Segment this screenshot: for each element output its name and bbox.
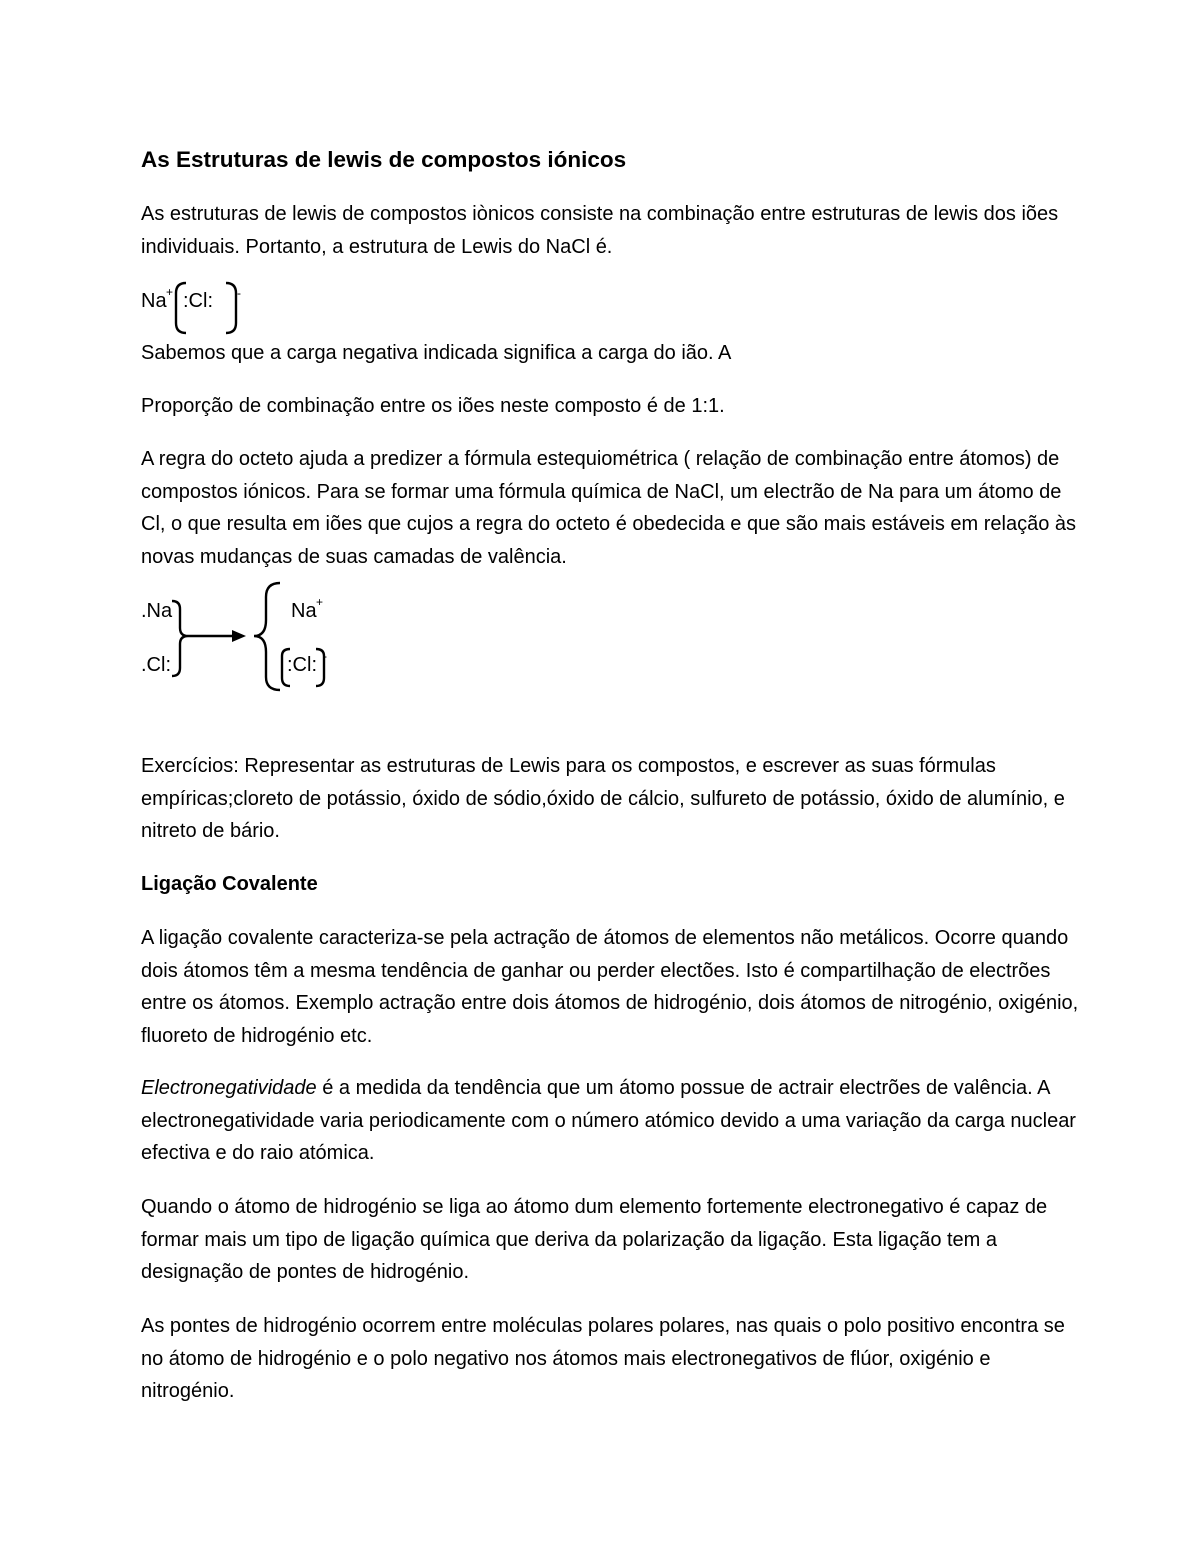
paragraph-electronegativity [141, 1072, 1081, 1170]
product-na: Na [291, 600, 317, 622]
reactant-brace [172, 601, 188, 676]
formula-cl-symbol: :Cl: [183, 290, 213, 312]
paragraph-hydrogen-bond: Quando o átomo de hidrogénio se liga ao átomo dum elemento fortemente electronegativo é capaz de formar mais um tipo de ligação química que deriva da polarização da ligação. Esta ligação tem a designação de pontes de hidrogénio. [141, 1196, 1048, 1284]
paragraph-hydrogen-bridges: As pontes de hidrogénio ocorrem entre moléculas polares polares, nas quais o polo positivo encontra se no átomo de hidrogénio e o polo negativo nos átomos mais electronegativos de flúor, oxigénio e nitrogénio. [141, 1315, 1065, 1403]
formula-cl-charge: - [237, 286, 241, 300]
reactant-cl: .Cl: [141, 654, 171, 676]
document-title: As Estruturas de lewis de compostos iónicos [141, 147, 627, 172]
reaction-arrow-head [232, 630, 246, 642]
heading-covalent-bond: Ligação Covalente [141, 873, 318, 895]
product-cl: :Cl: [287, 654, 317, 676]
electronegativity-definition: é a medida da tendência que um átomo possue de actrair electrões de valência. A electronegatividade varia periodicamente com o número atómico devido a uma variação da carga nuclear efectiva e do raio atómica. [141, 1077, 1076, 1165]
product-brace [254, 583, 280, 690]
paragraph-negative-charge: Sabemos que a carga negativa indicada significa a carga do ião. A [141, 342, 732, 364]
product-cl-charge: - [323, 649, 327, 663]
paragraph-lewis-ionic-intro: As estruturas de lewis de compostos iònicos consiste na combinação entre estruturas de lewis dos iões individuais. Portanto, a estrutura de Lewis do NaCl é. [141, 203, 1059, 258]
product-na-charge: + [316, 595, 324, 609]
formula-na-symbol: Na [141, 290, 167, 312]
formula-na-charge: + [166, 285, 174, 299]
paragraph-covalent-bond: A ligação covalente caracteriza-se pela actração de átomos de elementos não metálicos. Ocorre quando dois átomos têm a mesma tendência de ganhar ou perder electões. Isto é compartilhação de electrões entre os átomos. Exemplo actração entre dois átomos de hidrogénio, dois átomos de nitrogénio, oxigénio, fluoreto de hidrogénio etc. [141, 927, 1079, 1047]
paragraph-octet-rule: A regra do octeto ajuda a predizer a fórmula estequiométrica ( relação de combinação entre átomos) de compostos iónicos. Para se formar uma fórmula química de NaCl, um electrão de Na para um átomo de Cl, o que resulta em iões que cujos a regra do octeto é obedecida e que são mais estáveis em relação às novas mudanças de suas camadas de valência. [141, 448, 1076, 568]
reactant-na: .Na [141, 600, 173, 622]
paragraph-exercises: Exercícios: Representar as estruturas de Lewis para os compostos, e escrever as suas fórmulas empíricas;cloreto de potássio, óxido de sódio,óxido de cálcio, sulfureto de potássio, óxido de alumínio, e nitreto de bário. [141, 755, 1065, 843]
paragraph-proportion: Proporção de combinação entre os iões neste composto é de 1:1. [141, 395, 725, 417]
term-electronegativity: Electronegatividade [141, 1077, 317, 1099]
